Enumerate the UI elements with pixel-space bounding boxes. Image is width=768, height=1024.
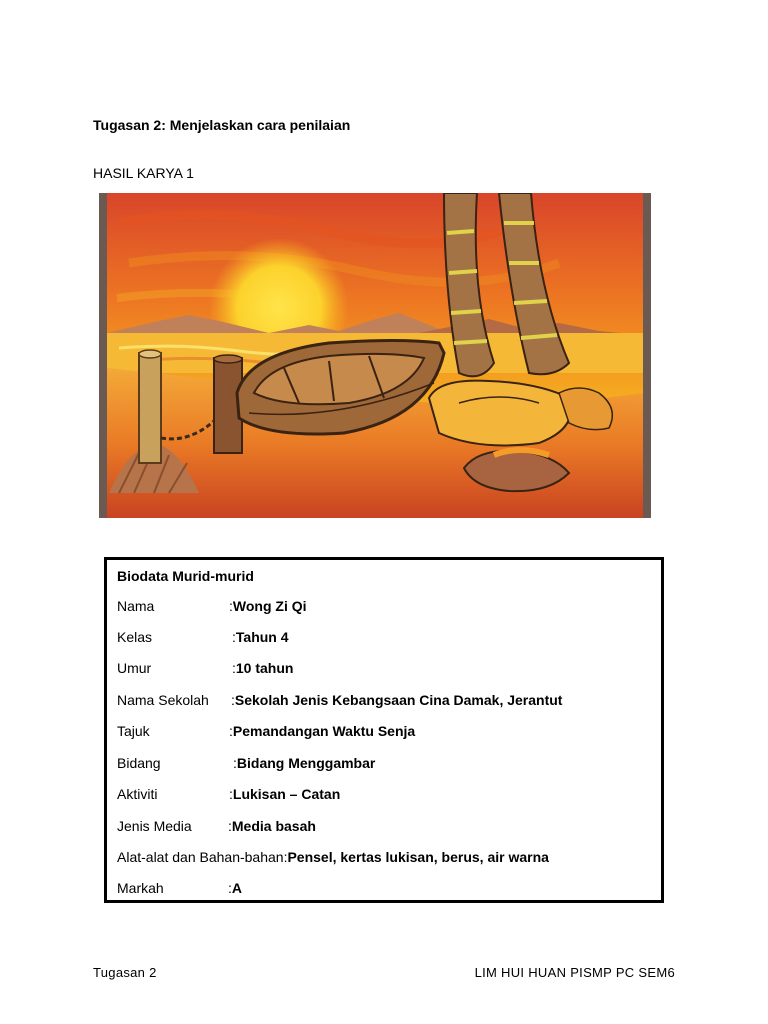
row-label: Kelas (117, 629, 153, 645)
row-nama-sekolah: Nama Sekolah :Sekolah Jenis Kebangsaan Cina Damak, Jerantut (117, 692, 563, 708)
row-value: Wong Zi Qi (232, 598, 307, 614)
row-alat-bahan: Alat-alat dan Bahan-bahan:Pensel, kertas lukisan, berus, air warna (117, 849, 549, 865)
row-markah: Markah :A (117, 880, 243, 896)
row-label: Markah (117, 880, 164, 896)
row-value: A (231, 880, 243, 896)
row-label: Jenis Media (117, 818, 192, 834)
biodata-box (104, 557, 664, 903)
row-nama: Nama :Wong Zi Qi (117, 598, 307, 614)
row-label: Alat-alat dan Bahan-bahan (117, 849, 284, 865)
row-umur: Umur :10 tahun (117, 660, 294, 676)
row-value: Pemandangan Waktu Senja (232, 723, 416, 739)
row-value: 10 tahun (235, 660, 294, 676)
row-aktiviti: Aktiviti :Lukisan – Catan (117, 786, 341, 802)
biodata-title: Biodata Murid-murid (117, 568, 254, 584)
row-value: Lukisan – Catan (232, 786, 341, 802)
row-value: Bidang Menggambar (236, 755, 376, 771)
sunset-boat-painting-icon (99, 193, 651, 518)
row-jenis-media: Jenis Media :Media basah (117, 818, 316, 834)
page-heading: Tugasan 2: Menjelaskan cara penilaian (93, 117, 351, 133)
row-tajuk: Tajuk :Pemandangan Waktu Senja (117, 723, 416, 739)
row-value: Tahun 4 (235, 629, 289, 645)
row-label: Nama (117, 598, 155, 614)
row-value: Pensel, kertas lukisan, berus, air warna (287, 849, 549, 865)
row-label: Nama Sekolah (117, 692, 209, 708)
row-label: Umur (117, 660, 152, 676)
row-value: Media basah (231, 818, 316, 834)
artwork-image (99, 193, 651, 518)
row-label: Aktiviti (117, 786, 158, 802)
row-value: Sekolah Jenis Kebangsaan Cina Damak, Jerantut (234, 692, 563, 708)
row-label: Tajuk (117, 723, 150, 739)
row-label: Bidang (117, 755, 161, 771)
row-bidang: Bidang :Bidang Menggambar (117, 755, 376, 771)
artwork-caption: HASIL KARYA 1 (93, 165, 194, 181)
footer-right: LIM HUI HUAN PISMP PC SEM6 (474, 965, 675, 980)
footer-left: Tugasan 2 (93, 965, 157, 980)
row-kelas: Kelas :Tahun 4 (117, 629, 289, 645)
